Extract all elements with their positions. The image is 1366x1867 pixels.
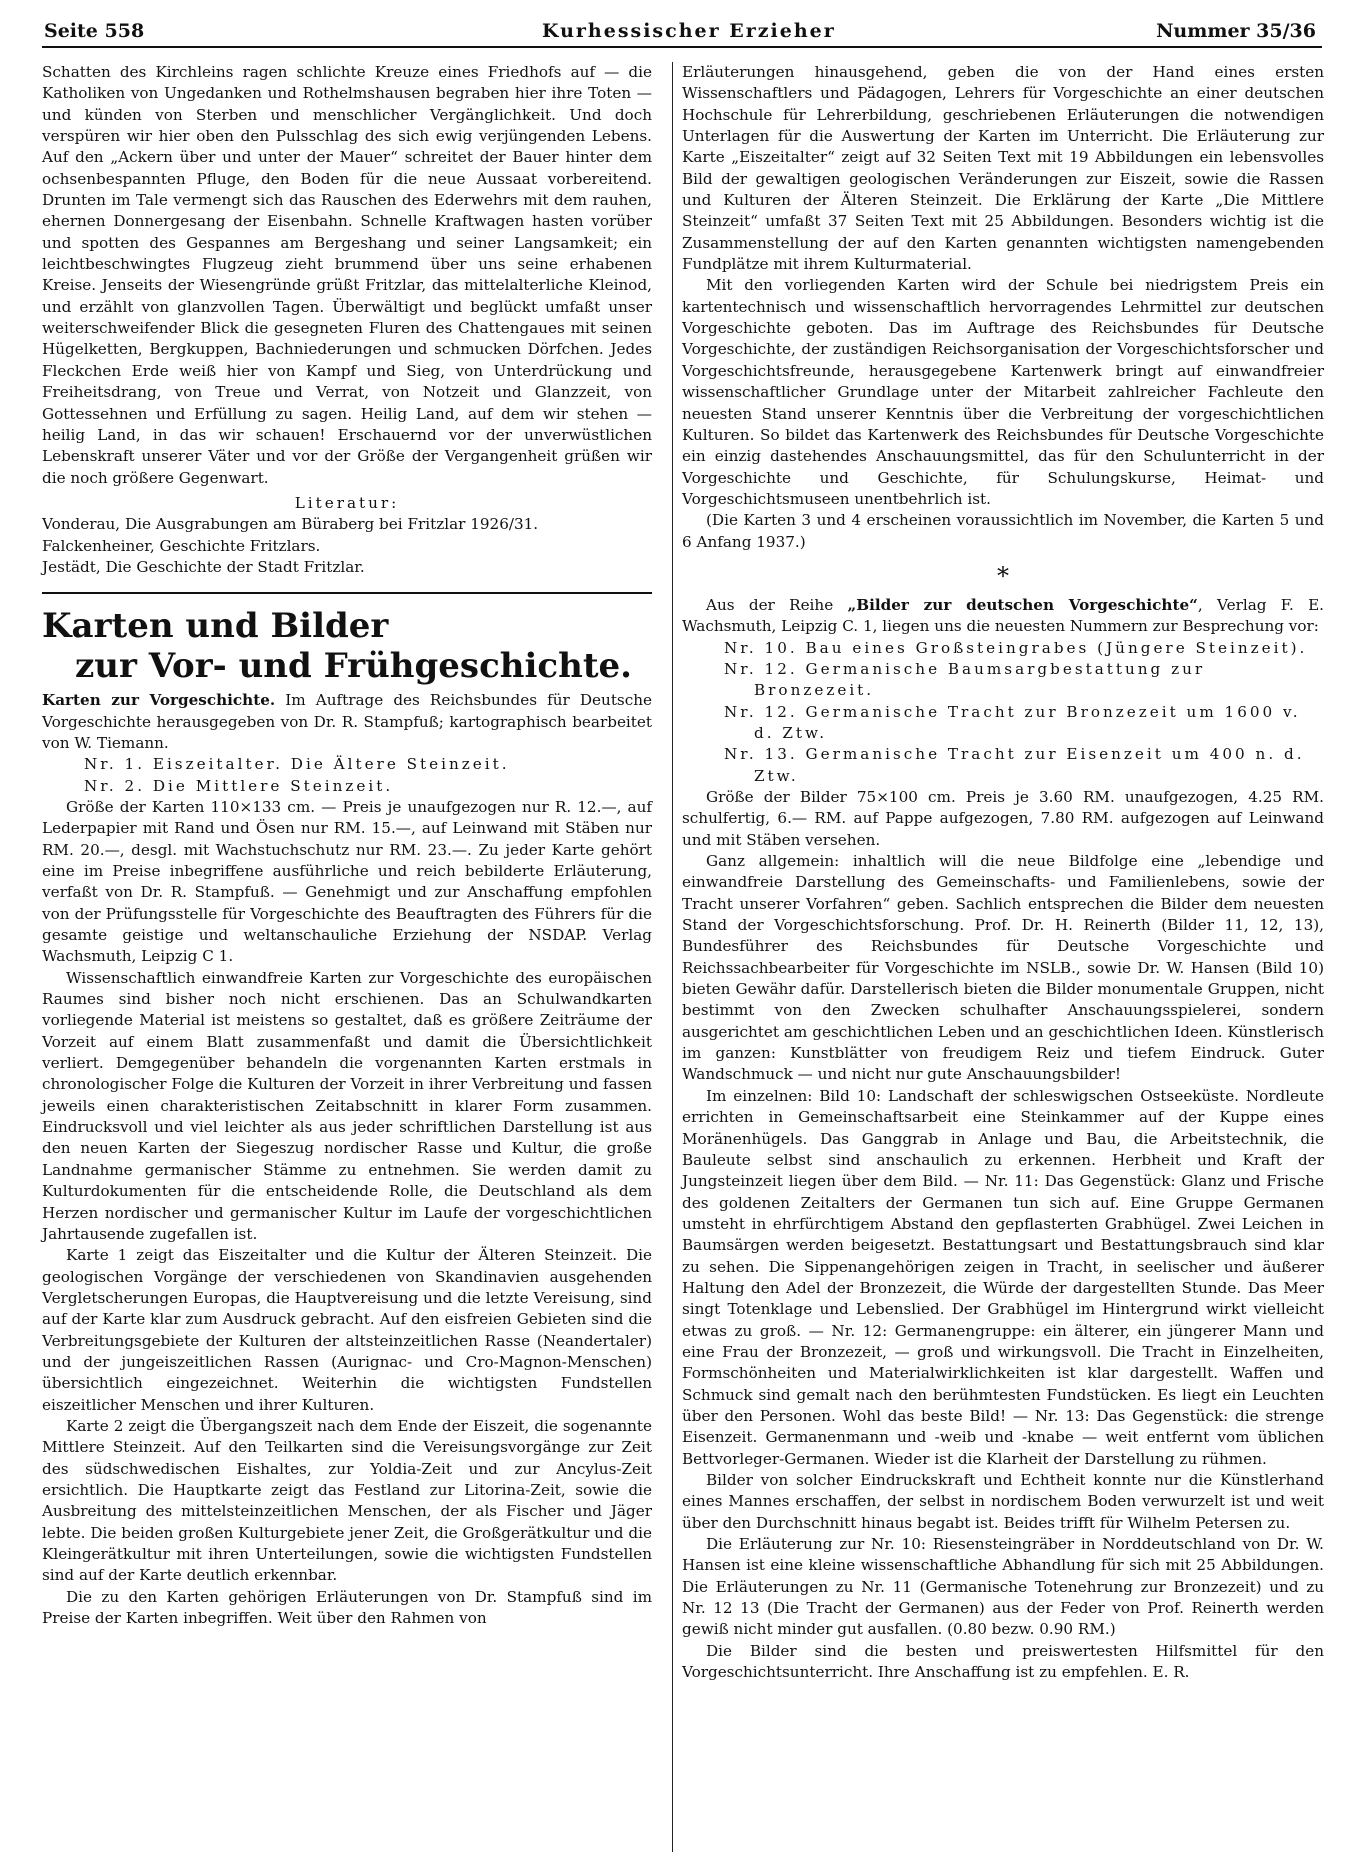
literature-item: Vonderau, Die Ausgrabungen am Büraberg bei Fritzlar 1926/31. [42,515,539,534]
series-intro-c: , Verlag F. E. Wachsmuth, Leipzig C. 1, liegen uns die neuesten Nummern zur Besprechung vor: [682,595,1324,636]
literature-list [42,514,652,578]
artist-paragraph: Bilder von solcher Eindruckskraft und Echtheit konnte nur die Künstlerhand eines Mannes erschaffen, der selbst in nordischem Boden verwurzelt ist und weit über den Durchschnitt hinaus begabt ist. Beides trifft für Wilhelm Petersen zu. [682,1471,1324,1532]
school-paragraph: Mit den vorliegenden Karten wird der Schule bei niedrigstem Preis ein kartentechnisch und wissenschaftlich hervorragendes Lehrmittel zur deutschen Vorgeschichte geboten. Das im Auftrage des Reichsbundes für Deutsche Vorgeschichte, der zuständigen Reichsorganisation der Vorgeschichtsforscher und Vorgeschichtsfreunde, herausgegebene Kartenwerk bringt auf einwandfreier wissenschaftlicher Grundlage unter der Mitarbeit zahlreicher Fachleute den neuesten Stand unserer Kenntnis über die Verbreitung der vorgeschichtlichen Kulturen. So bildet das Kartenwerk des Reichsbundes für Deutsche Vorgeschichte ein einzig dastehendes Anschauungsmittel, das für den Schulunterricht in der Vorgeschichte und Geschichte, für Schulungskurse, Heimat- und Vorgeschichtsmuseen unentbehrlich ist. [682,276,1324,508]
issue-number: Nummer 35/36 [1156,20,1316,42]
upcoming-maps-note: (Die Karten 3 und 4 erscheinen voraussichtlich im November, die Karten 5 und 6 Anfang 1937.) [682,511,1324,551]
picture-item-13: Nr. 13. Germanische Tracht zur Eisenzeit um 400 n. d. Ztw. [724,745,1305,785]
intro-paragraph: Schatten des Kirchleins ragen schlichte Kreuze eines Friedhofs auf — die Katholiken von Ungedanken und Rothelmshausen begraben hier ihre Toten — und künden von Sterben und menschlicher Vergänglichkeit. Und doch verspüren wir hier oben den Pulsschlag des sich ewig verjüngenden Lebens. Auf den „Ackern über und unter der Mauer“ schreitet der Bauer hinter dem ochsenbespannten Pfluge, den Boden für die neue Aussaat vorbereitend. Drunten im Tale vermengt sich das Rauschen des Ederwehrs mit dem rauhen, ehernen Donnergesang der Eisenbahn. Schnelle Kraftwagen hasten vorüber und spotten des Gespannes am Bergeshang und seiner Langsamkeit; ein leichtbeschwingtes Flugzeug zieht brummend über uns seine erhabenen Kreise. Jenseits der Wiesengründe grüßt Fritzlar, das mittelalterliche Kleinod, und erzählt von glanzvollen Tagen. Überwältigt und beglückt umfaßt unser weiterschweifender Blick die gesegneten Fluren des Chattengaues mit seinen Hügelketten, Bergkuppen, Bachniederungen und schmucken Dörfchen. Jedes Fleckchen Erde weiß hier von Kampf und Sieg, von Unterdrückung und Freiheitsdrang, von Treue und Verrat, von Notzeit und Glanzzeit, von Gottessehnen und Erfüllung zu sagen. Heilig Land, auf dem wir stehen — heilig Land, in das wir schauen! Erschauernd vor der unverwüstlichen Lebenskraft unserer Väter und vor der Größe der Vergangenheit grüßen wir die noch größere Gegenwart. [42,63,652,487]
literature-item: Jestädt, Die Geschichte der Stadt Fritzlar. [42,557,365,576]
karten-intro [42,690,652,754]
section-title-line2: zur Vor- und Frühgeschichte. [75,646,632,687]
page-number: Seite 558 [44,20,145,42]
section-separator-star: * [997,561,1009,590]
series-intro [682,595,1324,638]
science-paragraph: Wissenschaftlich einwandfreie Karten zur Vorgeschichte des europäischen Raumes sind bisher noch nicht erschienen. Das an Schulwandkarten vorliegende Material ist meistens so gestaltet, daß es größere Zeiträume der Vorzeit auf einem Blatt zusammenfaßt und damit die Übersichtlichkeit verliert. Demgegenüber behandeln die vorgenannten Karten erstmals in chronologischer Folge die Kulturen der Vorzeit in ihrer Verbreitung und fassen jeweils einen charakteristischen Zeitabschnitt in klarer Form zusammen. Eindrucksvoll und viel leichter als aus jeder schriftlichen Darstellung ist aus den neuen Karten der Siegeszug nordischer Rasse und Kultur, die große Landnahme germanischer Stämme zu entnehmen. Sie werden damit zu Kulturdokumenten für die entscheidende Rolle, die Deutschland als dem Herzen nordischer und germanischer Kultur im Laufe der vorgeschichtlichen Jahrtausende zugefallen ist. [42,968,652,1243]
section-rule [42,592,652,594]
price-paragraph: Größe der Karten 110×133 cm. — Preis je unaufgezogen nur R. 12.—, auf Lederpapier mit Rand und Ösen nur RM. 15.—, auf Leinwand mit Stäben nur RM. 20.—, desgl. mit Wachstuchschutz nur RM. 23.—. Zu jeder Karte gehört eine im Preise inbegriffene ausführliche und reich bebilderte Erläuterung, verfaßt von Dr. R. Stampfuß. — Genehmigt und zur Anschaffung empfohlen von der Prüfungsstelle für Vorgeschichte des Beauftragten des Führers für die gesamte geistige und weltanschauliche Erziehung der NSDAP. Verlag Wachsmuth, Leipzig C 1. [42,797,652,966]
map-item-2: Nr. 2. Die Mittlere Steinzeit. [84,776,394,795]
page-header [42,16,1322,48]
right-column [682,62,1324,1683]
karte1-paragraph: Karte 1 zeigt das Eiszeitalter und die Kultur der Älteren Steinzeit. Die geologischen Vorgänge der verschiedenen von Skandinavien ausgehenden Vergletscherungen Europas, die Hauptvereisung und die letzte Vereisung, sind auf der Karte klar zum Ausdruck gebracht. Auf den eisfreien Gebieten sind die Verbreitungsgebiete der Kulturen der altsteinzeitlichen Rasse (Neandertaler) und der jungeiszeitlichen Rassen (Aurignac- und Cro-Magnon-Menschen) übersichtlich eingezeichnet. Weiterhin die wichtigsten Fundstellen eiszeitlicher Menschen und ihrer Kulturen. [42,1246,653,1414]
literature-item: Falckenheiner, Geschichte Fritzlars. [42,536,321,555]
erlaeuterungen-paragraph: Die zu den Karten gehörigen Erläuterungen von Dr. Stampfuß sind im Preise der Karten inbegriffen. Weit über den Rahmen von [42,1587,652,1628]
picture-item-12b: Nr. 12. Germanische Tracht zur Bronzezeit um 1600 v. d. Ztw. [724,702,1301,742]
details-paragraph: Im einzelnen: Bild 10: Landschaft der schleswigschen Ostseeküste. Nordleute errichten in Gemeinschaftsarbeit eine Steinkammer auf der Kuppe eines Moränenhügels. Das Ganggrab in Anlage und Bau, die Arbeitstechnik, die Bauleute selbst sind anschaulich zu erkennen. Herbheit und Kraft der Jungsteinzeit liegen über dem Bild. — Nr. 11: Das Gegenstück: Glanz und Frische des goldenen Zeitalters der Germanen tun sich auf. Eine Gruppe Germanen umsteht in ehrfürchtigem Abstand den gepflasterten Grabhügel. Zwei Leichen in Baumsärgen werden beigesetzt. Bestattungsart und Bestattungsbrauch sind klar zu sehen. Die Sippenangehörigen zeigen in Tracht, in seelischer und äußerer Haltung den Adel der Bronzezeit, die Würde der dargestellten Stunde. Das Meer singt Totenklage und Lebenslied. Der Grabhügel im Hintergrund wirkt vielleicht etwas zu groß. — Nr. 12: Germanengruppe: ein älterer, ein jüngerer Mann und eine Frau der Bronzezeit, — groß und wirkungsvoll. Die Tracht in Einzelheiten, Formschönheiten und Materialwirklichkeiten ist klar dargestellt. Waffen und Schmuck sind gemalt nach den berühmtesten Fundstücken. Es liegt ein Leuchten über den Personen. Wohl das beste Bild! — Nr. 13: Das Gegenstück: die strenge Eisenzeit. Germanenmann und -weib und -knabe — weit entfernt vom üblichen Bettvorleger-Germanen. Wieder ist die Klarheit der Darstellung zu rühmen. [682,1086,1324,1468]
erlaeuterung-continued: Erläuterungen hinausgehend, geben die von der Hand eines ersten Wissenschaftlers und Pädagogen, Lehrers für Vorgeschichte an einer deutschen Hochschule für Lehrerbildung, geschriebenen Erläuterungen die notwendigen Unterlagen für die Auswertung der Karten im Unterricht. Die Erläuterung zur Karte „Eiszeitalter“ zeigt auf 32 Seiten Text mit 19 Abbildungen ein lebensvolles Bild der gewaltigen geologischen Veränderungen zur Eiszeit, sowie die Rassen und Kulturen der Älteren Steinzeit. Die Erklärung der Karte „Die Mittlere Steinzeit“ umfaßt 37 Seiten Text mit 25 Abbildungen. Besonders wichtig ist die Zusammenstellung der auf den Karten genannten wichtigsten namengebenden Fundplätze mit ihrem Kulturmaterial. [682,63,1324,274]
general-paragraph: Ganz allgemein: inhaltlich will die neue Bildfolge eine „lebendige und einwandfreie Darstellung des Gemeinschafts- und Familienlebens, sowie der Tracht unserer Vorfahren“ geben. Sachlich entsprechen die Bilder dem neuesten Stand der Vorgeschichtsforschung. Prof. Dr. H. Reinerth (Bilder 11, 12, 13), Bundesführer des Reichsbundes für Deutsche Vorgeschichte und Reichssachbearbeiter für Vorgeschichte im NSLB., sowie Dr. W. Hansen (Bild 10) bieten Gewähr dafür. Darstellerisch bieten die Bilder monumentale Gruppen, nicht bestimmt von den Zwecken schulhafter Anschauungsspielerei, sondern ausgerichtet am geschichtlichen Leben und an geschichtlichen Ideen. Künstlerisch im ganzen: Kunstblätter von freudigem Reiz und tiefem Eindruck. Guter Wandschmuck — und nicht nur gute Anschauungsbilder! [682,852,1324,1084]
karten-runin: Karten zur Vorgeschichte. [42,691,276,710]
series-title: „Bilder zur deutschen Vorgeschichte“ [847,595,1198,614]
explanation-paragraph: Die Erläuterung zur Nr. 10: Riesensteingräber in Norddeutschland von Dr. W. Hansen ist eine kleine wissenschaftliche Abhandlung für sich mit 25 Abbildungen. Die Erläuterungen zu Nr. 11 (Germanische Totenehrung zur Bronzezeit) und zu Nr. 12 13 (Die Tracht der Germanen) aus der Feder von Prof. Reinerth werden gewiß nicht minder gut ausfallen. (0.80 bezw. 0.90 RM.) [682,1535,1324,1639]
picture-price-paragraph: Größe der Bilder 75×100 cm. Preis je 3.60 RM. unaufgezogen, 4.25 RM. schulfertig, 6.— RM. auf Pappe aufgezogen, 7.80 RM. aufgezogen auf Leinwand und mit Stäben versehen. [682,788,1324,849]
picture-item-10: Nr. 10. Bau eines Großsteingrabes (Jüngere Steinzeit). [724,638,1308,657]
left-column [42,62,652,1629]
karte2-paragraph: Karte 2 zeigt die Übergangszeit nach dem Ende der Eiszeit, die sogenannte Mittlere Steinzeit. Auf den Teilkarten sind die Vereisungsvorgänge zur Zeit des südschwedischen Eishaltes, zur Yoldia-Zeit und zur Ancylus-Zeit ersichtlich. Die Hauptkarte zeigt das Festland zur Litorina-Zeit, sowie die Ausbreitung des mittelsteinzeitlichen Menschen, der als Fischer und Jäger lebte. Die beiden großen Kulturgebiete jener Zeit, die Großgerätkultur und die Kleingerätkultur mit ihren Unterteilungen, sowie die wichtigsten Fundstellen sind auf der Karte deutlich erkennbar. [42,1416,652,1585]
map-item-1: Nr. 1. Eiszeitalter. Die Ältere Steinzeit. [84,755,510,774]
karten-intro-text: Im Auftrage des Reichsbundes für Deutsche Vorgeschichte herausgegeben von Dr. R. Stampfuß; kartographisch bearbeitet von W. Tiemann. [42,691,652,752]
section-title [42,606,652,686]
literature-heading: Literatur: [294,493,400,512]
journal-title: Kurhessischer Erzieher [542,20,836,42]
series-intro-a: Aus der Reihe [706,595,848,614]
closing-paragraph: Die Bilder sind die besten und preiswertesten Hilfsmittel für den Vorgeschichtsunterricht. Ihre Anschaffung ist zu empfehlen. E. R. [682,1641,1324,1682]
section-title-line1: Karten und Bilder [42,606,389,647]
column-divider [672,62,673,1852]
picture-item-12a: Nr. 12. Germanische Baumsargbestattung zur Bronzezeit. [724,659,1206,700]
